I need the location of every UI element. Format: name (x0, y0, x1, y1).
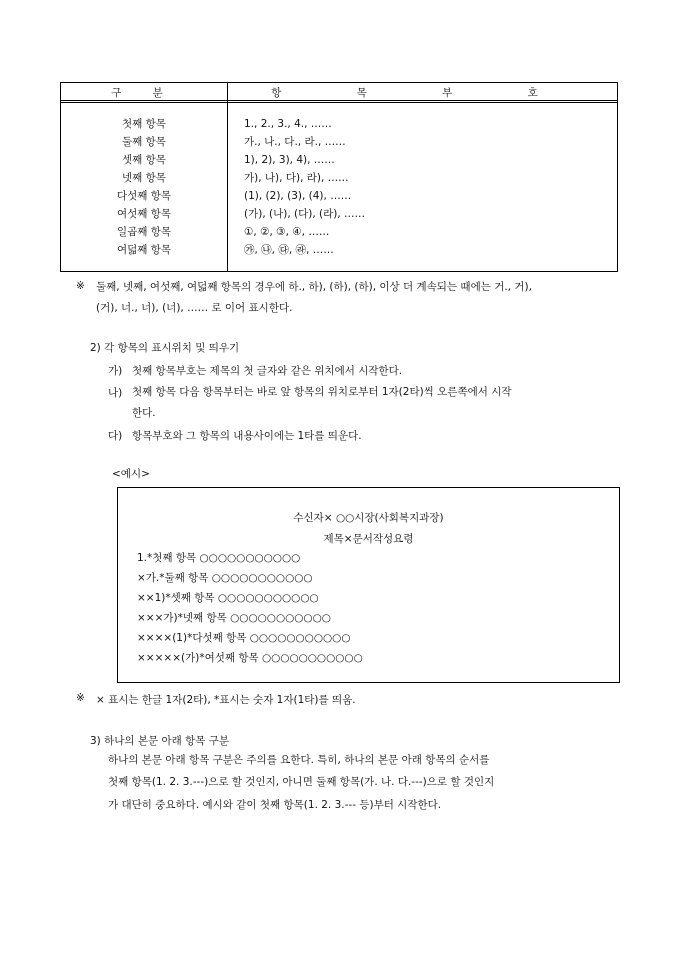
column-divider (227, 83, 228, 271)
section-heading: 3) 하나의 본문 아래 항목 구분 (90, 735, 230, 747)
example-box (117, 487, 620, 683)
example-subject: 제목×문서작성요령 (323, 533, 414, 545)
item-text: 첫째 항목부호는 제목의 첫 글자와 같은 위치에서 시작한다. (132, 365, 403, 377)
item-prefix: 가) (108, 365, 123, 377)
header-category: 구 분 (111, 87, 177, 99)
note-mark: ※ (76, 692, 85, 704)
header-item-code: 항 목 부 호 (271, 87, 574, 99)
item-text: 첫째 항목 다음 항목부터는 바로 앞 항목의 위치로부터 1자(2타)씩 오른쪽에서 시작 (132, 386, 512, 398)
item-text-continued: 한다. (132, 407, 156, 419)
row-code: ㉮, ㉯, ㉰, ㉱, …… (244, 244, 334, 256)
table-header (61, 83, 617, 103)
row-label: 일곱째 항목 (116, 226, 172, 238)
item-prefix: 다) (108, 430, 123, 442)
row-code: 1), 2), 3), 4), …… (244, 154, 335, 166)
example-line: 1.*첫째 항목 ○○○○○○○○○○○ (137, 552, 301, 564)
row-label: 셋째 항목 (122, 154, 166, 166)
row-code: (가), (나), (다), (라), …… (244, 208, 366, 220)
row-label: 여섯째 항목 (116, 208, 172, 220)
example-line: ×××××(가)*여섯째 항목 ○○○○○○○○○○○ (137, 652, 363, 664)
example-line: ××××(1)*다섯째 항목 ○○○○○○○○○○○ (137, 632, 351, 644)
example-recipient: 수신자× ○○시장(사회복지과장) (293, 512, 444, 524)
note-text: × 표시는 한글 1자(2타), *표시는 숫자 1자(1타)를 띄움. (96, 694, 356, 706)
note-line: (거), 너., 너), (너), …… 로 이어 표시한다. (96, 302, 293, 314)
item-prefix: 나) (108, 387, 123, 399)
row-code: 가., 나., 다., 라., …… (244, 136, 346, 148)
row-code: 가), 나), 다), 라), …… (244, 172, 349, 184)
example-line: ××1)*셋째 항목 ○○○○○○○○○○○ (137, 592, 319, 604)
paragraph-line: 가 대단히 중요하다. 예시와 같이 첫째 항목(1. 2. 3.--- 등)부터 시작한다. (108, 799, 442, 811)
example-line: ×××가)*넷째 항목 ○○○○○○○○○○○ (137, 612, 331, 624)
row-label: 첫째 항목 (122, 118, 166, 130)
paragraph-line: 첫째 항목(1. 2. 3.---)으로 할 것인지, 아니면 둘째 항목(가. 나. 다.---)으로 할 것인지 (108, 776, 495, 788)
note-line: 둘째, 넷째, 여섯째, 여덟째 항목의 경우에 하., 하), (하), (하), 이상 더 계속되는 때에는 거., 거), (96, 281, 532, 293)
row-code: ①, ②, ③, ④, …… (244, 226, 330, 238)
item-code-table (60, 82, 618, 272)
note-mark: ※ (76, 280, 85, 292)
row-label: 여덟째 항목 (116, 244, 172, 256)
paragraph-line: 하나의 본문 아래 항목 구분은 주의를 요한다. 특히, 하나의 본문 아래 항목의 순서를 (108, 754, 490, 766)
example-line: ×가.*둘째 항목 ○○○○○○○○○○○ (137, 572, 313, 584)
row-label: 둘째 항목 (122, 136, 166, 148)
row-label: 다섯째 항목 (116, 190, 172, 202)
section-heading: 2) 각 항목의 표시위치 및 띄우기 (90, 342, 240, 354)
row-code: (1), (2), (3), (4), …… (244, 190, 352, 202)
example-label: <예시> (112, 468, 150, 480)
item-text: 항목부호와 그 항목의 내용사이에는 1타를 띄운다. (132, 430, 362, 442)
row-code: 1., 2., 3., 4., …… (244, 118, 332, 130)
row-label: 넷째 항목 (122, 172, 166, 184)
